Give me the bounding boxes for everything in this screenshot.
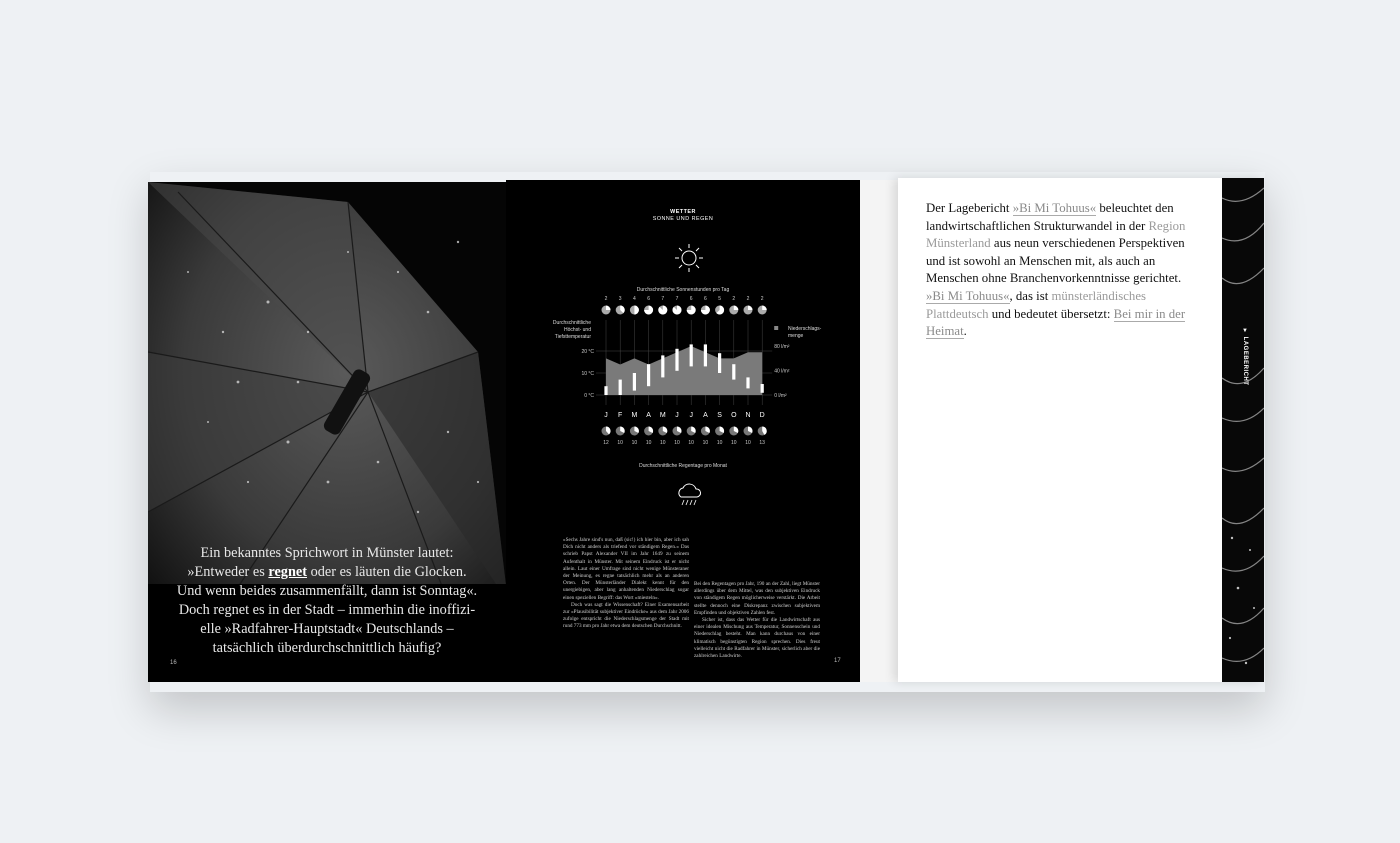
temp-axis-label: 20 °C (581, 349, 594, 355)
sun-hours-value: 2 (746, 296, 750, 302)
sun-hours-value: 2 (760, 296, 764, 302)
month-label: N (745, 412, 751, 419)
paragraph: »Sechs Jahre sind's nun, daß (sic!) ich hier bin, aber ich sah Dich nicht anders als triefend vor ständigem Regen.« Das schrieb Papst Alexander VII im Jahr 1649 zu seinem Aufenthalt in Münster. Mit seinem Eindruck ist er nicht allein. Laut einer Umfrage sind nicht wenige Münsteraner der Meinung, es regne tatsächlich mehr als an anderen Orten. Der Münsterländer Dialekt kennt für den unergiebigen, aber lang anhaltenden Niederschlag sogar einen speziellen Begriff: das Wort »miesteln«. (563, 537, 689, 601)
rain-days-value: 10 (631, 440, 638, 446)
intro-highlight: Region Münsterland (926, 218, 1186, 251)
chart-title: Durchschnittliche Sonnenstunden pro Tag (636, 287, 730, 293)
temperature-bar (690, 344, 693, 366)
precip-legend-swatch (774, 326, 778, 330)
precip-axis-label: 40 l/m² (774, 368, 790, 375)
quote-line: Ein bekanntes Sprichwort in Münster lautet: (200, 545, 454, 561)
intro-text (926, 200, 1196, 341)
temperature-bar (704, 344, 707, 366)
temperature-bar (732, 364, 735, 379)
rain-days-value: 10 (674, 440, 680, 446)
sun-hours-value: 7 (675, 296, 679, 302)
temp-axis-label: 0 °C (584, 393, 594, 399)
intro-text-part: , das ist (1009, 288, 1052, 303)
temperature-bar (661, 355, 664, 377)
rain-cloud-icon (674, 480, 704, 510)
left-page (148, 182, 506, 682)
temperature-bar (675, 349, 678, 371)
intro-text-part: aus neun verschiedenen Perspektiven und ist sowohl an Menschen mit, als auch an Menschen ohne Branchenvorkenntnisse gerichtet. (926, 236, 1185, 286)
rain-days-value: 10 (688, 440, 694, 446)
body-column-1 (563, 537, 689, 631)
temperature-bar (718, 353, 721, 373)
rain-days-value: 10 (731, 440, 737, 446)
rain-days-value: 12 (603, 440, 609, 446)
paragraph: Sicher ist, dass das Wetter für die Landwirtschaft aus einer idealen Mischung aus Temperatur, Sonnenschein und Niederschlag besteht. Man kann durchaus von einer klimatisch begünstigten Region sprechen. Dies freut vielleicht nicht die Radfahrer in Münster, sicherlich aber die zahlreichen Landwirte. (694, 617, 820, 660)
sun-hours-fill (734, 306, 739, 311)
quote-line: elle »Radfahrer-Hauptstadt« Deutschlands – (200, 621, 454, 637)
month-label: M (631, 412, 638, 419)
month-label: F (618, 412, 623, 419)
intro-highlight: münsterländisches Plattdeutsch (926, 288, 1146, 321)
rain-days-value: 10 (645, 440, 652, 446)
intro-text-part: beleuchtet den landwirtschaftlichen Strukturwandel in der (926, 201, 1174, 233)
photo-strip (1222, 178, 1264, 682)
month-label: M (659, 412, 666, 419)
intro-text-part: und bedeutet übersetzt: (988, 306, 1114, 321)
precip-axis-label: 80 l/m² (774, 344, 790, 351)
month-label: A (646, 412, 651, 419)
quote-line: tatsächlich überdurchschnittlich häufig? (212, 640, 442, 656)
rain-days-value: 10 (702, 440, 709, 446)
temperature-bar (604, 386, 607, 395)
sun-hours-fill (673, 306, 682, 315)
intro-text-part: Der Lagebericht (926, 201, 1013, 215)
rain-days-value: 10 (745, 440, 751, 446)
weather-chart (506, 290, 860, 470)
precip-axis-label: 0 l/m² (774, 393, 787, 399)
month-label: O (731, 412, 737, 419)
temperature-bar (633, 373, 636, 391)
sun-hours-value: 4 (633, 296, 636, 302)
quote-line: Und wenn beides zusammenfällt, dann ist Sonntag«. (176, 583, 478, 599)
strip-label: ▼ LAGEBERICHT (1242, 328, 1248, 386)
rain-days-value: 10 (660, 440, 666, 446)
sun-hours-value: 6 (704, 296, 707, 302)
intro-highlight: »Bi Mi Tohuus« (926, 288, 1010, 303)
rain-days-value: 10 (716, 440, 723, 446)
temperature-bar (647, 364, 650, 386)
chart-right-label: Niederschlags-menge (788, 326, 822, 339)
precipitation-area (606, 346, 762, 395)
intro-text-part: . (963, 324, 967, 339)
middle-page (506, 180, 860, 682)
sun-hours-fill (762, 306, 767, 311)
page-number-left: 16 (170, 660, 177, 666)
month-label: D (759, 412, 765, 419)
intro-highlight: »Bi Mi Tohuus« (1012, 201, 1097, 215)
rain-days-value: 10 (617, 440, 623, 446)
month-label: J (675, 412, 679, 419)
temperature-bar (761, 384, 764, 393)
intro-highlight: Bei mir in der Heimat (926, 306, 1186, 339)
section-subtitle: SONNE UND REGEN (652, 216, 714, 222)
paragraph: Bei den Regentagen pro Jahr, 190 an der Zahl, liegt Münster allerdings über dem Mittel, was den subjektiven Eindruck von ständigem Regen möglicherweise verstärkt. Die Arbeit stellte dennoch eine Diskrepanz zwischen subjektivem Empfinden und objektiven Zahlen fest. (694, 581, 820, 616)
section-title: WETTER (670, 209, 696, 215)
sun-icon (673, 242, 705, 274)
quote-line: Doch regnet es in der Stadt – immerhin die inoffizi- (178, 602, 476, 618)
rain-days-value: 13 (759, 440, 765, 446)
sun-hours-fill (634, 306, 639, 315)
month-label: J (604, 412, 608, 419)
sun-hours-value: 3 (618, 296, 622, 302)
page-number-middle: 17 (834, 658, 841, 664)
right-page (898, 178, 1264, 682)
quote-line: oder es läuten die Glocken. (307, 564, 467, 580)
chart-bottom-title: Durchschnittliche Regentage pro Monat (639, 463, 727, 469)
month-label: J (689, 412, 693, 419)
texture-photo (1222, 178, 1264, 682)
sun-hours-value: 2 (732, 296, 736, 302)
temperature-bar (619, 380, 622, 395)
chart-left-label: Durchschnittliche Höchst- und Tiefsttemperatur (552, 320, 591, 340)
sun-hours-value: 5 (718, 296, 721, 302)
temperature-bar (746, 377, 749, 388)
body-column-2 (694, 581, 820, 660)
paragraph: Doch was sagt die Wissenschaft? Einer Examensarbeit zur »Plausibilität subjektiver Eindrücke« aus dem Jahr 2006 zufolge entspricht die Niederschlagsmenge der Stadt mit rund 773 mm pro Jahr etwa dem deutschen Durchschnitt. (563, 601, 689, 630)
temp-axis-label: 10 °C (581, 371, 594, 377)
sun-hours-value: 2 (604, 296, 608, 302)
sun-hours-value: 6 (689, 296, 693, 302)
month-label: S (717, 412, 722, 419)
sun-hours-fill (748, 306, 753, 311)
month-label: A (703, 412, 708, 419)
sun-hours-fill (606, 306, 611, 311)
sun-hours-value: 7 (661, 296, 665, 302)
sun-hours-value: 6 (647, 296, 650, 302)
quote-emphasis: regnet (268, 564, 308, 580)
fold-flap (860, 180, 900, 682)
quote-line: »Entweder es (187, 564, 269, 580)
quote-text (162, 544, 492, 658)
